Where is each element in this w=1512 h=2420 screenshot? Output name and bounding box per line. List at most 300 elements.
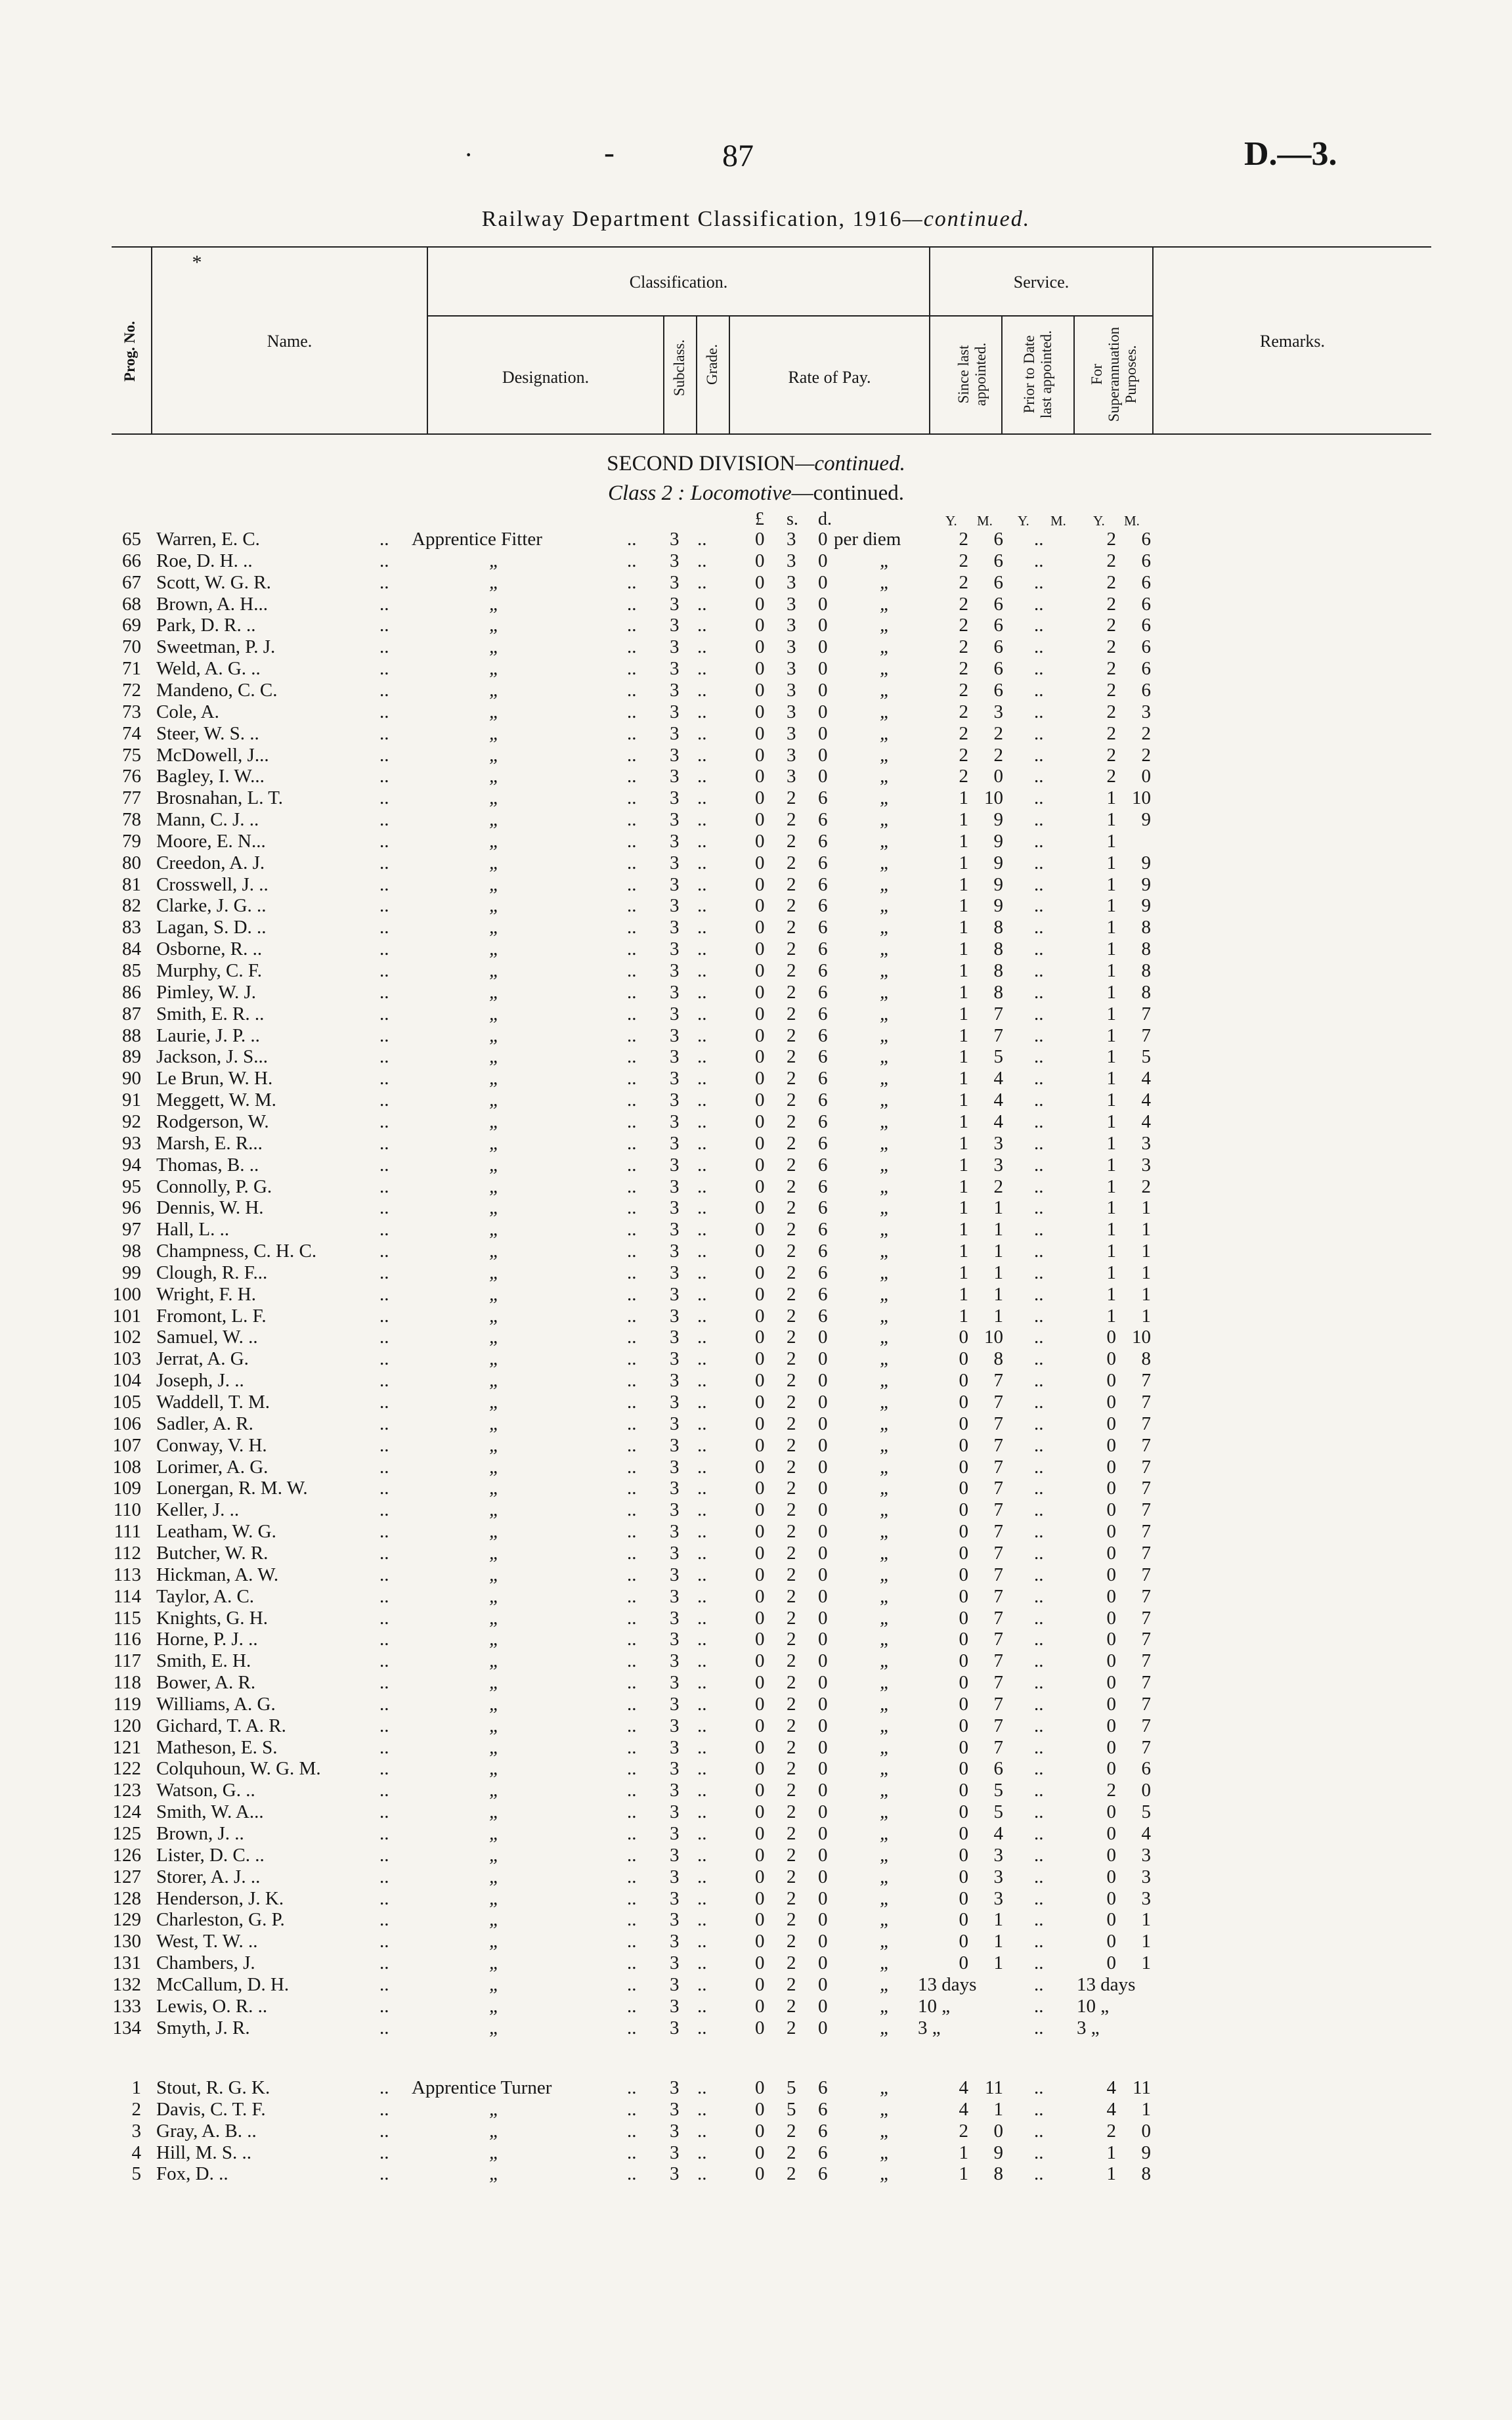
pay-shillings: 2 [787,1909,796,1931]
leader-dots: .. [697,1909,707,1931]
prior-dots: .. [1034,2142,1044,2163]
service-super-years: 1 [1106,809,1116,831]
pay-pounds: 0 [755,1973,765,1995]
pay-pounds: 0 [755,1823,765,1844]
designation-ditto: „ [489,1370,500,1392]
employee-name: Wright, F. H. [156,1283,256,1305]
pay-pounds: 0 [755,1780,765,1801]
per-diem-ditto: „ [880,852,891,873]
service-since-years: 2 [959,2120,968,2142]
designation-ditto: „ [489,701,500,722]
pay-pence: 6 [818,1046,828,1068]
leader-dots: .. [697,744,707,766]
table-row [0,1133,1512,1155]
employee-name: Smyth, J. R. [156,2017,250,2038]
pay-pence: 6 [818,1154,828,1176]
service-since-years: 2 [959,593,968,615]
per-diem-ditto: „ [880,1219,891,1241]
prog-number: 81 [122,873,141,895]
table-row [0,1564,1512,1586]
prog-number: 97 [122,1219,141,1241]
service-super-years: 0 [1106,1413,1116,1434]
pay-pence: 6 [818,1003,828,1024]
title-suffix: —continued. [902,207,1031,231]
service-super-months: 7 [1141,1499,1151,1521]
leader-dots: .. [697,1068,707,1089]
leader-dots: .. [379,1024,389,1046]
designation-ditto: „ [489,2163,500,2185]
subclass-value: 3 [670,722,680,744]
prior-dots: .. [1034,1024,1044,1046]
pay-pence: 0 [818,722,828,744]
employee-name: Brosnahan, L. T. [156,787,284,809]
prior-dots: .. [1034,1413,1044,1434]
table-row [0,1089,1512,1111]
service-since-years: 1 [959,917,968,938]
header-remarks: Remarks. [1260,332,1325,351]
pay-pounds: 0 [755,636,765,658]
service-super-years: 0 [1106,1844,1116,1866]
per-diem-ditto: „ [880,722,891,744]
header-rate-of-pay: Rate of Pay. [788,368,871,387]
service-super-years: 0 [1106,1715,1116,1736]
designation-ditto: „ [489,1672,500,1694]
prog-number: 1 [131,2077,141,2098]
employee-name: Le Brun, W. H. [156,1068,273,1089]
table-row [0,1219,1512,1241]
pay-pence: 6 [818,1068,828,1089]
service-since-days: 13 days [918,1973,977,1995]
table-row [0,1845,1512,1866]
table-row [0,766,1512,787]
service-since-years: 0 [959,1715,968,1736]
employee-name: Fromont, L. F. [156,1305,267,1327]
service-super-months: 6 [1141,1758,1151,1780]
subclass-value: 3 [670,679,680,701]
pay-pence: 0 [818,550,828,571]
leader-dots: .. [697,1154,707,1176]
pay-shillings: 2 [787,873,796,895]
pay-pence: 0 [818,1995,828,2017]
prior-dots: .. [1034,1736,1044,1758]
prog-number: 5 [131,2163,141,2185]
leader-dots: .. [697,1327,707,1348]
pay-pounds: 0 [755,1564,765,1585]
designation-ditto: „ [489,1219,500,1241]
page-title [0,207,1512,232]
per-diem-ditto: „ [880,1995,891,2017]
leader-dots: .. [379,895,389,917]
leader-dots: .. [697,679,707,701]
designation-ditto: „ [489,1973,500,1995]
table-row [0,1306,1512,1327]
designation-ditto: „ [489,1801,500,1823]
prior-dots: .. [1034,1348,1044,1370]
service-super-years: 1 [1106,1111,1116,1132]
table-row [0,1413,1512,1435]
prog-number: 103 [112,1348,141,1370]
pay-shillings: 2 [787,1995,796,2017]
service-since-months: 8 [993,981,1003,1003]
subclass-value: 3 [670,1111,680,1132]
service-super-years: 2 [1106,615,1116,636]
per-diem-ditto: „ [880,2077,891,2098]
leader-dots: .. [379,960,389,981]
prog-number: 94 [122,1154,141,1176]
prior-dots: .. [1034,1456,1044,1478]
service-super-months: 3 [1141,1844,1151,1866]
header-for-super: For Superannuation Purposes. [1089,326,1139,422]
subclass-value: 3 [670,744,680,766]
leader-dots: .. [379,2017,389,2038]
table-row [0,1241,1512,1262]
pay-shillings: 2 [787,1392,796,1413]
service-since-months: 6 [993,529,1003,550]
leader-dots: .. [379,2142,389,2163]
table-row [0,1435,1512,1457]
prog-number: 91 [122,1089,141,1111]
prog-number: 100 [112,1283,141,1305]
pay-pounds: 0 [755,1241,765,1262]
leader-dots: .. [627,1607,637,1629]
service-super-months: 8 [1141,917,1151,938]
employee-name: West, T. W. .. [156,1931,258,1952]
subclass-value: 3 [670,1499,680,1521]
prog-number: 120 [112,1715,141,1736]
leader-dots: .. [697,766,707,787]
leader-dots: .. [627,1348,637,1370]
prog-number: 3 [131,2120,141,2142]
table-row [0,2121,1512,2142]
subclass-value: 3 [670,1823,680,1844]
service-since-years: 0 [959,1456,968,1478]
leader-dots: .. [627,895,637,917]
class-name: Locomotive [690,481,792,505]
service-since-years: 0 [959,1370,968,1392]
service-since-years: 0 [959,1348,968,1370]
leader-dots: .. [697,1413,707,1434]
prog-number: 84 [122,938,141,960]
leader-dots: .. [697,1693,707,1715]
per-diem-ditto: „ [880,1478,891,1499]
prior-dots: .. [1034,1801,1044,1823]
pay-pence: 6 [818,1305,828,1327]
table-row [0,1155,1512,1176]
per-diem-ditto: „ [880,701,891,722]
service-super-months: 6 [1141,679,1151,701]
pay-shillings: 2 [787,1693,796,1715]
employee-name: Warren, E. C. [156,529,260,550]
service-since-years: 4 [959,2077,968,2098]
service-since-months: 6 [993,593,1003,615]
unit-since-y: Y. [945,513,957,529]
pay-shillings: 2 [787,2120,796,2142]
designation-ditto: „ [489,1542,500,1564]
service-super-years: 0 [1106,1952,1116,1974]
pay-shillings: 2 [787,2163,796,2185]
pay-pence: 0 [818,1585,828,1607]
employee-name: Brown, J. .. [156,1823,244,1844]
pay-pounds: 0 [755,809,765,831]
pay-pence: 0 [818,1607,828,1629]
service-super-months: 3 [1141,1866,1151,1887]
service-since-years: 0 [959,1758,968,1780]
pay-shillings: 2 [787,1024,796,1046]
prog-number: 123 [112,1780,141,1801]
employee-name: McCallum, D. H. [156,1973,290,1995]
pay-pence: 6 [818,1262,828,1283]
leader-dots: .. [627,787,637,809]
leader-dots: .. [697,658,707,680]
leader-dots: .. [697,895,707,917]
prior-dots: .. [1034,1089,1044,1111]
leader-dots: .. [379,1068,389,1089]
leader-dots: .. [697,2163,707,2185]
service-since-months: 5 [993,1801,1003,1823]
service-super-years: 1 [1106,2142,1116,2163]
employee-name: Williams, A. G. [156,1693,276,1715]
employee-name: Clarke, J. G. .. [156,895,267,917]
service-super-months: 7 [1141,1003,1151,1024]
employee-name: Mandeno, C. C. [156,679,278,701]
service-super-months: 9 [1141,873,1151,895]
per-diem-ditto: „ [880,571,891,593]
prog-number: 73 [122,701,141,722]
prior-dots: .. [1034,2017,1044,2038]
pay-shillings: 5 [787,2077,796,2098]
pay-pence: 6 [818,981,828,1003]
prior-dots: .. [1034,1068,1044,1089]
service-since-months: 7 [993,1392,1003,1413]
service-since-years: 0 [959,1693,968,1715]
pay-pence: 0 [818,1780,828,1801]
leader-dots: .. [627,2098,637,2120]
service-super-months: 11 [1133,2077,1151,2098]
service-super-months: 8 [1141,1348,1151,1370]
subclass-value: 3 [670,809,680,831]
leader-dots: .. [627,1197,637,1219]
service-since-years: 1 [959,2163,968,2185]
employee-name: Lister, D. C. .. [156,1844,265,1866]
leader-dots: .. [697,1887,707,1909]
leader-dots: .. [627,1973,637,1995]
employee-name: Charleston, G. P. [156,1909,285,1931]
leader-dots: .. [697,1283,707,1305]
unit-since-m: M. [977,513,993,529]
prior-dots: .. [1034,1887,1044,1909]
header-classification: Classification. [629,273,728,292]
per-diem-ditto: „ [880,744,891,766]
service-since-years: 1 [959,1132,968,1154]
leader-dots: .. [379,1672,389,1694]
service-super-years: 1 [1106,1176,1116,1197]
pay-shillings: 2 [787,1434,796,1456]
leader-dots: .. [627,1521,637,1543]
pay-shillings: 2 [787,981,796,1003]
employee-name: Mann, C. J. .. [156,809,259,831]
pay-pence: 0 [818,1693,828,1715]
pay-pounds: 0 [755,1434,765,1456]
service-super-years: 1 [1106,1089,1116,1111]
pay-pounds: 0 [755,1413,765,1434]
service-since-months: 5 [993,1780,1003,1801]
leader-dots: .. [379,1132,389,1154]
pay-shillings: 2 [787,1283,796,1305]
leader-dots: .. [627,1650,637,1672]
prior-dots: .. [1034,722,1044,744]
service-super-months: 2 [1141,744,1151,766]
pay-pence: 6 [818,2098,828,2120]
designation-ditto: „ [489,1693,500,1715]
pay-shillings: 2 [787,1413,796,1434]
prog-number: 114 [113,1585,141,1607]
pay-pence: 0 [818,529,828,550]
subclass-value: 3 [670,852,680,873]
service-since-years: 1 [959,1154,968,1176]
employee-name: Horne, P. J. .. [156,1629,258,1650]
pay-pence: 6 [818,2163,828,2185]
service-super-months: 1 [1141,1241,1151,1262]
leader-dots: .. [379,1995,389,2017]
service-super-months: 4 [1141,1823,1151,1844]
leader-dots: .. [379,1693,389,1715]
pay-pounds: 0 [755,2077,765,2098]
leader-dots: .. [697,1197,707,1219]
designation-ditto: „ [489,981,500,1003]
service-super-years: 1 [1106,1003,1116,1024]
leader-dots: .. [379,571,389,593]
service-since-months: 3 [993,1154,1003,1176]
subclass-value: 3 [670,658,680,680]
subclass-value: 3 [670,917,680,938]
pay-shillings: 2 [787,1542,796,1564]
prior-dots: .. [1034,1973,1044,1995]
subclass-value: 3 [670,981,680,1003]
service-super-months: 8 [1141,981,1151,1003]
pay-pounds: 0 [755,766,765,787]
leader-dots: .. [627,1866,637,1887]
pay-pounds: 0 [755,2142,765,2163]
service-since-months: 7 [993,1672,1003,1694]
service-super-years: 0 [1106,1564,1116,1585]
pay-pence: 6 [818,1197,828,1219]
pay-shillings: 2 [787,2017,796,2038]
service-since-months: 6 [993,615,1003,636]
prog-number: 86 [122,981,141,1003]
leader-dots: .. [697,571,707,593]
pay-pence: 0 [818,679,828,701]
service-super-months: 1 [1141,1219,1151,1241]
employee-name: Lewis, O. R. .. [156,1995,268,2017]
prior-dots: .. [1034,1995,1044,2017]
leader-dots: .. [379,1111,389,1132]
pay-shillings: 2 [787,960,796,981]
leader-dots: .. [697,1305,707,1327]
designation-ditto: „ [489,571,500,593]
service-since-years: 2 [959,722,968,744]
pay-pence: 0 [818,1456,828,1478]
service-super-years: 0 [1106,1650,1116,1672]
subclass-value: 3 [670,1392,680,1413]
leader-dots: .. [697,2077,707,2098]
subclass-value: 3 [670,571,680,593]
designation-ditto: „ [489,1780,500,1801]
leader-dots: .. [379,766,389,787]
leader-dots: .. [379,2163,389,2185]
table-row [0,1111,1512,1133]
service-super-years: 1 [1106,1283,1116,1305]
service-since-years: 2 [959,636,968,658]
table-row [0,1931,1512,1952]
service-super-years: 0 [1106,1866,1116,1887]
service-super-years: 1 [1106,917,1116,938]
pay-shillings: 3 [787,636,796,658]
leader-dots: .. [627,1046,637,1068]
employee-name: Laurie, J. P. .. [156,1024,260,1046]
pay-pence: 0 [818,1909,828,1931]
pay-pence: 6 [818,960,828,981]
designation-ditto: „ [489,2017,500,2038]
subclass-value: 3 [670,1521,680,1543]
prior-dots: .. [1034,2163,1044,2185]
service-super-months: 7 [1141,1456,1151,1478]
employee-name: Colquhoun, W. G. M. [156,1758,321,1780]
leader-dots: .. [627,1456,637,1478]
pay-shillings: 3 [787,744,796,766]
leader-dots: .. [379,2120,389,2142]
subclass-value: 3 [670,1650,680,1672]
employee-name: Creedon, A. J. [156,852,265,873]
prog-number: 102 [112,1327,141,1348]
leader-dots: .. [379,1327,389,1348]
pay-pounds: 0 [755,701,765,722]
pay-pounds: 0 [755,1801,765,1823]
prog-number: 127 [112,1866,141,1887]
table-row [0,1996,1512,2017]
pay-shillings: 2 [787,1931,796,1952]
employee-name: Storer, A. J. .. [156,1866,261,1887]
service-super-months: 7 [1141,1607,1151,1629]
service-super-months: 1 [1141,1283,1151,1305]
subclass-value: 3 [670,787,680,809]
service-since-years: 1 [959,1219,968,1241]
service-since-months: 1 [993,1262,1003,1283]
employee-name: Hill, M. S. .. [156,2142,252,2163]
pay-pounds: 0 [755,529,765,550]
prior-dots: .. [1034,1564,1044,1585]
service-since-months: 7 [993,1003,1003,1024]
employee-name: Thomas, B. .. [156,1154,259,1176]
leader-dots: .. [627,938,637,960]
pay-pounds: 0 [755,658,765,680]
leader-dots: .. [379,1715,389,1736]
subclass-value: 3 [670,1456,680,1478]
service-super-years: 1 [1106,852,1116,873]
pay-shillings: 3 [787,593,796,615]
prior-dots: .. [1034,571,1044,593]
prior-dots: .. [1034,615,1044,636]
designation-ditto: „ [489,1823,500,1844]
employee-name: Steer, W. S. .. [156,722,259,744]
prog-number: 69 [122,615,141,636]
table-row [0,1370,1512,1392]
prog-number: 126 [112,1844,141,1866]
pay-shillings: 2 [787,938,796,960]
service-since-months: 7 [993,1456,1003,1478]
prior-dots: .. [1034,1003,1044,1024]
service-since-years: 0 [959,1823,968,1844]
employee-name: Scott, W. G. R. [156,571,271,593]
